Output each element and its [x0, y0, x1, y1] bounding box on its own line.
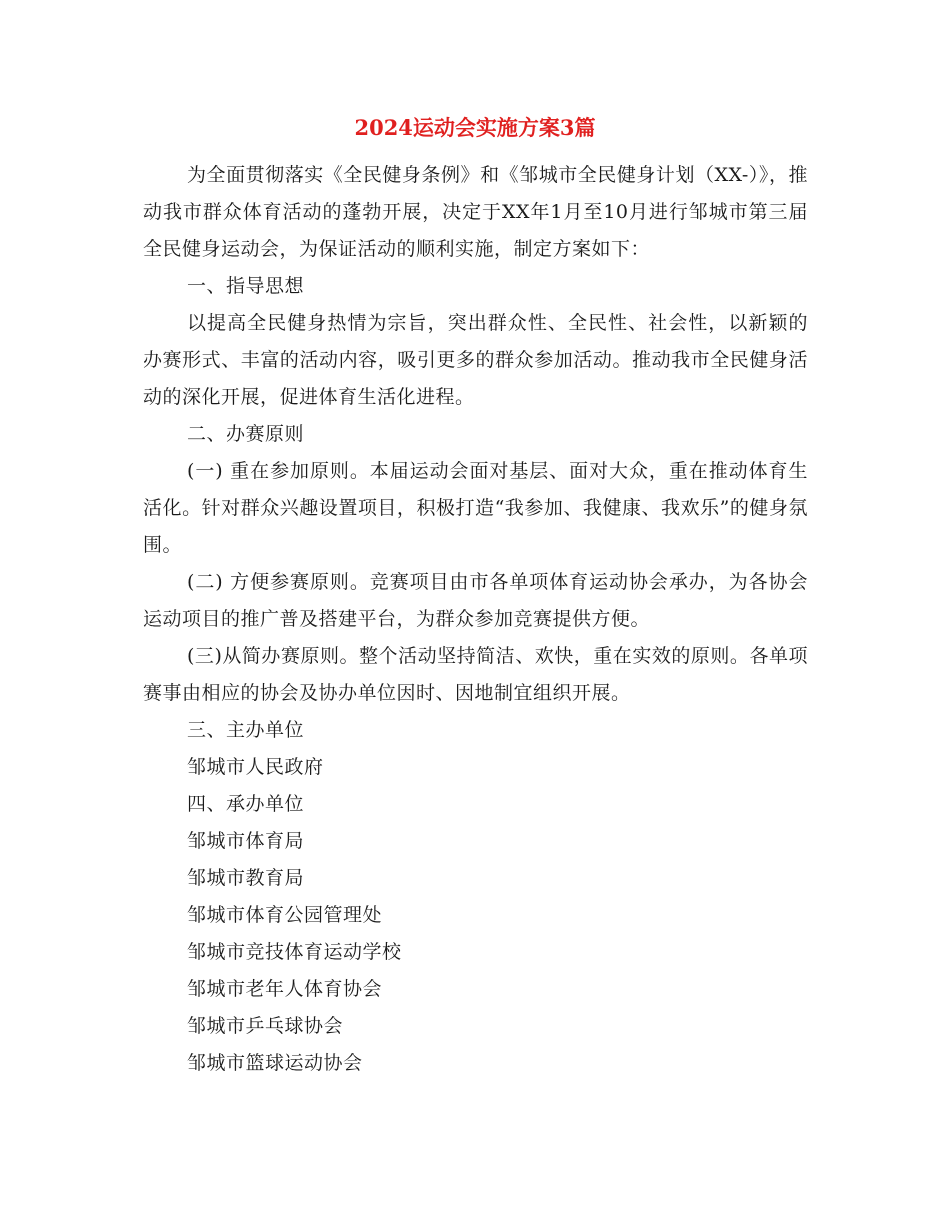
organizer-item: 邹城市乒乓球协会	[187, 1015, 344, 1037]
intro-paragraph: 为全面贯彻落实《全民健身条例》和《邹城市全民健身计划（XX-）》，推动我市群众体育活动的蓬勃开展，决定于XX年1月至10月进行邹城市第三届全民健身运动会，为保证活动的顺利实施，制定方案如下：	[143, 164, 808, 260]
section-heading-principles: 二、办赛原则	[187, 423, 305, 445]
document-body	[143, 157, 808, 1082]
section-heading-host: 三、主办单位	[187, 719, 305, 741]
organizer-item: 邹城市教育局	[187, 867, 305, 889]
organizer-item: 邹城市体育公园管理处	[187, 904, 383, 926]
document-title: 2024运动会实施方案3篇	[354, 115, 596, 140]
principle-3-paragraph: (三)从简办赛原则。整个活动坚持简洁、欢快，重在实效的原则。各单项赛事由相应的协会及协办单位因时、因地制宜组织开展。	[143, 645, 808, 704]
principle-2-paragraph: (二) 方便参赛原则。竞赛项目由市各单项体育运动协会承办，为各协会运动项目的推广普及搭建平台，为群众参加竞赛提供方便。	[143, 571, 808, 630]
principle-1-paragraph: (一) 重在参加原则。本届运动会面对基层、面对大众，重在推动体育生活化。针对群众兴趣设置项目，积极打造“我参加、我健康、我欢乐”的健身氛围。	[143, 460, 808, 556]
organizer-item: 邹城市篮球运动协会	[187, 1052, 363, 1074]
organizer-item: 邹城市竞技体育运动学校	[187, 941, 402, 963]
guiding-ideology-paragraph: 以提高全民健身热情为宗旨，突出群众性、全民性、社会性，以新颖的办赛形式、丰富的活动内容，吸引更多的群众参加活动。推动我市全民健身活动的深化开展，促进体育生活化进程。	[143, 312, 808, 408]
organizer-item: 邹城市老年人体育协会	[187, 978, 383, 1000]
section-heading-organizers: 四、承办单位	[187, 793, 305, 815]
organizer-item: 邹城市体育局	[187, 830, 305, 852]
section-heading-guiding-ideology: 一、指导思想	[187, 275, 305, 297]
host-unit: 邹城市人民政府	[187, 756, 324, 778]
